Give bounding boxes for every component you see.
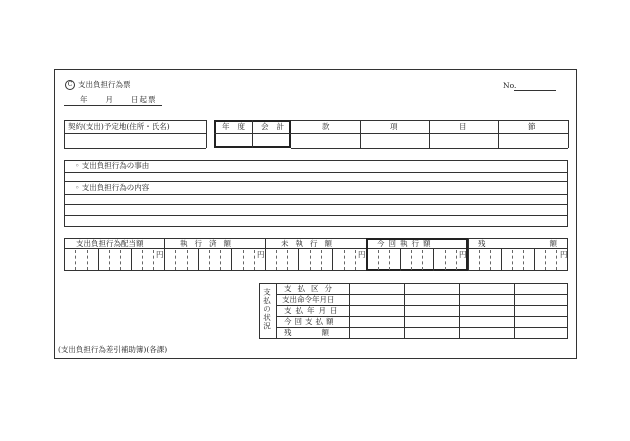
digit-sep	[534, 248, 535, 271]
digit-div	[209, 250, 210, 270]
digit-div	[411, 250, 412, 270]
amount-allocated-header: 支出負担行為配当額	[76, 239, 144, 248]
digit-div	[220, 250, 221, 270]
digit-div	[512, 250, 513, 270]
payment-col-div-2	[459, 283, 460, 339]
digit-div	[378, 250, 379, 270]
budget-kan-header: 款	[322, 122, 330, 131]
contract-label: 契約(支出)予定地(住所・氏名)	[68, 122, 170, 131]
digit-sep	[332, 248, 333, 271]
payment-row-label: 今回支払額	[284, 317, 337, 326]
yen-unit: 円	[358, 250, 366, 259]
digit-div	[545, 250, 546, 270]
digit-sep	[501, 248, 502, 271]
payment-side-label: 支払の状況	[262, 288, 272, 331]
amount-div-2	[265, 238, 266, 271]
digit-div	[120, 250, 121, 270]
description-rule-1	[64, 172, 568, 173]
description-rule-2	[64, 181, 568, 182]
payment-row-label: 支払年月日	[284, 306, 342, 315]
digit-sep	[400, 248, 401, 271]
digit-sep	[98, 248, 99, 271]
payment-side-divider	[276, 283, 277, 339]
description-rule-4	[64, 204, 568, 205]
digit-div	[287, 250, 288, 270]
description-rule-3	[64, 194, 568, 195]
digit-div	[254, 250, 255, 270]
budget-grid-right	[568, 120, 569, 148]
digit-div	[109, 250, 110, 270]
digit-sep	[231, 248, 232, 271]
description-rule-5	[64, 215, 568, 216]
amount-unexecuted-header: 未執行額	[281, 239, 339, 248]
digit-div	[310, 250, 311, 270]
amount-executed-header: 執行済額	[180, 239, 238, 248]
contract-bottom-border	[64, 148, 206, 149]
digit-div	[456, 250, 457, 270]
digit-div	[422, 250, 423, 270]
contract-right-border	[206, 120, 207, 148]
budget-kou-header: 項	[390, 122, 398, 131]
payment-row-label: 残額	[284, 328, 359, 337]
budget-account-header: 会計	[261, 122, 292, 131]
digit-div	[243, 250, 244, 270]
digit-div	[355, 250, 356, 270]
yen-unit: 円	[560, 250, 568, 259]
contract-mid-border	[64, 133, 206, 134]
footer-note: (支出負担行為差引補助簿)(各課)	[58, 345, 168, 354]
amount-remaining-header: 残額	[478, 239, 621, 248]
digit-sep	[433, 248, 434, 271]
form-mark-icon: C	[65, 80, 75, 90]
number-label: No.	[503, 81, 517, 90]
payment-row-label: 支払区分	[284, 284, 338, 293]
amount-div-1	[164, 238, 165, 271]
issue-date-line: 年 月 日起票	[80, 95, 157, 104]
amount-div-4	[468, 238, 469, 271]
budget-grid-div-1	[360, 120, 361, 148]
description-matter-label: ◦ 支出負担行為の事由	[75, 161, 150, 170]
contract-top-border	[64, 120, 206, 121]
digit-div	[445, 250, 446, 270]
digit-sep	[298, 248, 299, 271]
digit-div	[276, 250, 277, 270]
digit-sep	[198, 248, 199, 271]
yen-unit: 円	[459, 250, 467, 259]
payment-col-div-3	[514, 283, 515, 339]
budget-setsu-header: 節	[528, 122, 536, 131]
digit-div	[87, 250, 88, 270]
budget-grid-div-3	[498, 120, 499, 148]
digit-div	[523, 250, 524, 270]
contract-left-border	[64, 120, 65, 148]
form-title-text: 支出負担行為票	[78, 80, 131, 89]
digit-div	[490, 250, 491, 270]
budget-grid-div-2	[429, 120, 430, 148]
yen-unit: 円	[156, 250, 164, 259]
digit-div	[75, 250, 76, 270]
digit-div	[187, 250, 188, 270]
budget-moku-header: 目	[459, 122, 467, 131]
digit-div	[556, 250, 557, 270]
budget-year-header: 年度	[222, 122, 253, 131]
digit-sep	[131, 248, 132, 271]
digit-div	[479, 250, 480, 270]
budget-grid-bottom	[291, 148, 568, 149]
payment-col-div-1	[404, 283, 405, 339]
amount-current-header: 今回執行額	[377, 239, 435, 248]
payment-row-label: 支出命令年月日	[282, 295, 335, 304]
yen-unit: 円	[257, 250, 265, 259]
digit-div	[142, 250, 143, 270]
amount-header-rule	[64, 248, 568, 249]
digit-div	[321, 250, 322, 270]
digit-div	[389, 250, 390, 270]
digit-div	[153, 250, 154, 270]
digit-div	[175, 250, 176, 270]
digit-div	[344, 250, 345, 270]
description-content-label: ◦ 支出負担行為の内容	[75, 183, 150, 192]
